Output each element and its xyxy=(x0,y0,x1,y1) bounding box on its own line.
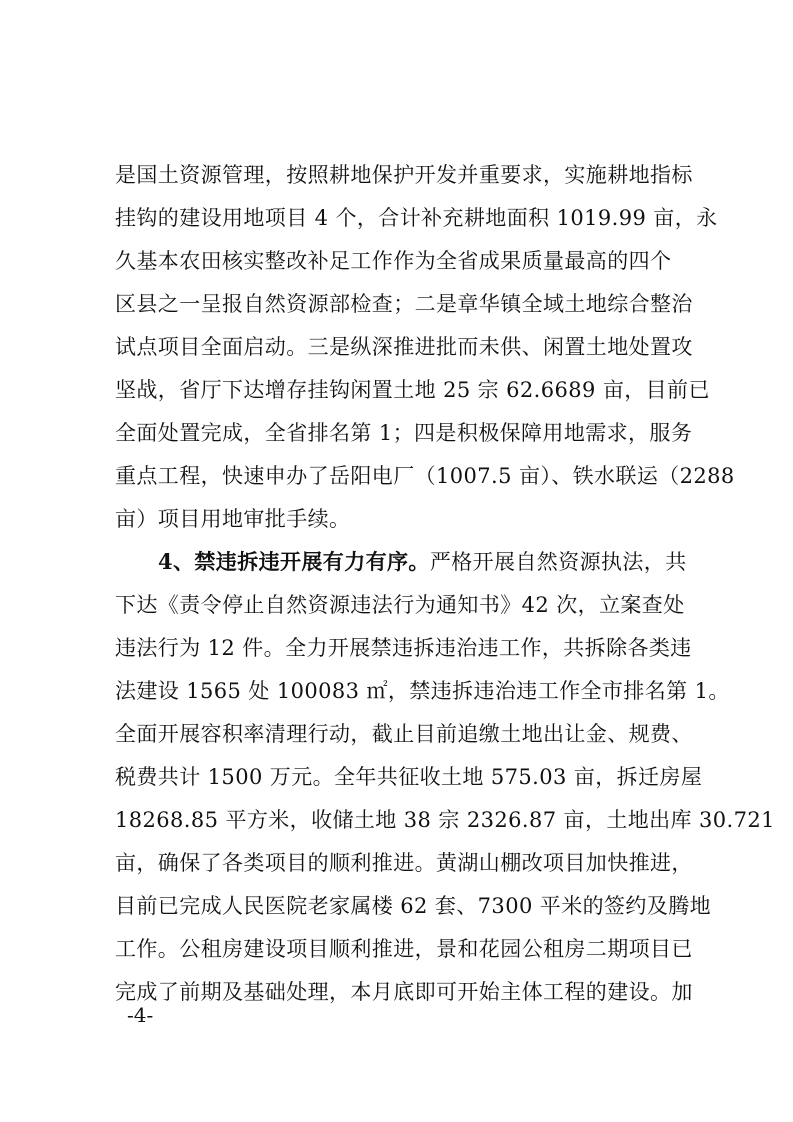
paragraph-1-line: 试点项目全面启动。三是纵深推进批而未供、闲置土地处置攻 xyxy=(115,335,693,359)
paragraph-1-line: 全面处置完成，全省排名第 1；四是积极保障用地需求，服务 xyxy=(115,421,693,445)
paragraph-2-line: 工作。公租房建设项目顺利推进，景和花园公租房二期项目已 xyxy=(115,937,693,961)
paragraph-2-line: 全面开展容积率清理行动，截止目前追缴土地出让金、规费、 xyxy=(115,722,693,746)
page-number: -4- xyxy=(127,1003,154,1027)
paragraph-1-line: 重点工程，快速申办了岳阳电厂（1007.5 亩）、铁水联运（2288 xyxy=(115,464,735,488)
paragraph-1-line: 区县之一呈报自然资源部检查；二是章华镇全域土地综合整治 xyxy=(115,292,693,316)
paragraph-1-line: 是国土资源管理，按照耕地保护开发并重要求，实施耕地指标 xyxy=(115,163,693,187)
paragraph-2-line: 亩，确保了各类项目的顺利推进。黄湖山棚改项目加快推进， xyxy=(115,851,693,875)
paragraph-1-line: 挂钩的建设用地项目 4 个，合计补充耕地面积 1019.99 亩，永 xyxy=(115,206,718,230)
paragraph-2-line: 完成了前期及基础处理，本月底即可开始主体工程的建设。加 xyxy=(115,980,693,1004)
paragraph-2-line: 目前已完成人民医院老家属楼 62 套、7300 平米的签约及腾地 xyxy=(115,894,711,918)
section-4-first-line xyxy=(158,547,687,577)
paragraph-1-line: 久基本农田核实整改补足工作作为全省成果质量最高的四个 xyxy=(115,249,672,273)
paragraph-1-line: 坚战，省厅下达增存挂钩闲置土地 25 宗 62.6689 亩，目前已 xyxy=(115,378,710,402)
paragraph-2-line: 税费共计 1500 万元。全年共征收土地 575.03 亩，拆迁房屋 xyxy=(115,765,703,789)
paragraph-2-line: 法建设 1565 处 100083 ㎡，禁违拆违治违工作全市排名第 1。 xyxy=(115,679,730,703)
paragraph-2-line: 违法行为 12 件。全力开展禁违拆违治违工作，共拆除各类违 xyxy=(115,636,692,660)
paragraph-2-line: 18268.85 平方米，收储土地 38 宗 2326.87 亩，土地出库 30.721 xyxy=(115,808,775,832)
paragraph-2-line: 下达《责令停止自然资源违法行为通知书》42 次，立案查处 xyxy=(115,593,685,617)
section-4-heading: 4、禁违拆违开展有力有序。 xyxy=(158,549,430,574)
section-4-first-line-text: 严格开展自然资源执法，共 xyxy=(429,550,687,574)
paragraph-1-line: 亩）项目用地审批手续。 xyxy=(115,507,351,531)
